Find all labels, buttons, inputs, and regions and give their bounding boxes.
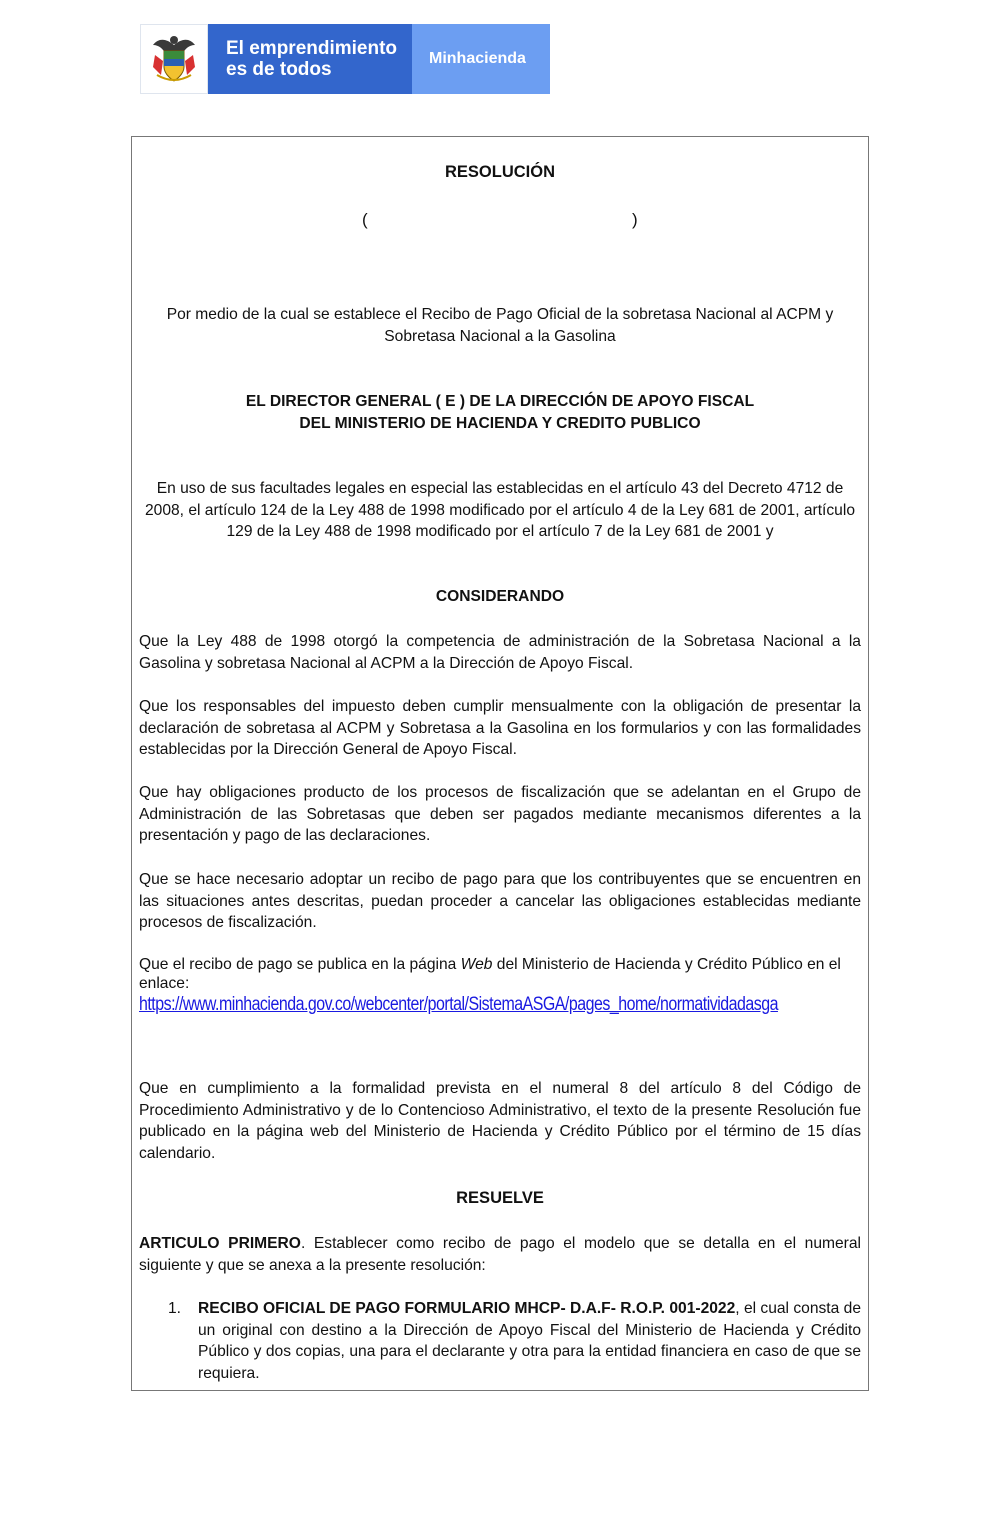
- list-item-receipt: [198, 1298, 861, 1384]
- considerando-paragraph-3: Que hay obligaciones producto de los procesos de fiscalización que se adelantan en el Grupo de Administración de las Sobretasas que deben ser pagados mediante mecanismos diferentes a la presentación y pago de las declaraciones.: [139, 784, 861, 845]
- resolution-subject: Por medio de la cual se establece el Recibo de Pago Oficial de la sobretasa Nacional al ACPM y Sobretasa Nacional a la Gasolina: [166, 306, 834, 345]
- considerando-paragraph-1: Que la Ley 488 de 1998 otorgó la competencia de administración de la Sobretasa Nacional a la Gasolina y sobretasa Nacional al ACPM a la Dirección de Apoyo Fiscal.: [139, 633, 861, 672]
- considerando-heading: CONSIDERANDO: [435, 588, 565, 605]
- article-first-text: . Establecer como recibo de pago el modelo que se detalla en el numeral siguiente y que se anexa a la presente resolución:: [139, 1235, 861, 1274]
- coat-of-arms-icon: [140, 24, 208, 94]
- authority-line-1: EL DIRECTOR GENERAL ( E ) DE LA DIRECCIÓN DE APOYO FISCAL: [245, 393, 755, 410]
- logo-line-1: El emprendimiento: [226, 38, 398, 59]
- resolution-number-close-paren: ): [632, 210, 638, 229]
- document-title: RESOLUCIÓN: [444, 163, 555, 181]
- ministry-name: Minhacienda: [429, 50, 526, 67]
- article-first-paragraph: [139, 1233, 861, 1276]
- receipt-form-name: RECIBO OFICIAL DE PAGO FORMULARIO MHCP- D.A.F- R.O.P. 001-2022: [198, 1300, 736, 1317]
- list-item-number: 1.: [168, 1300, 182, 1317]
- considerando-paragraph-2: Que los responsables del impuesto deben cumplir mensualmente con la obligación de presentar la declaración de sobretasa al ACPM y Sobretasa a la Gasolina en los formularios y con las formalidades establecidas por la Dirección General de Apoyo Fiscal.: [139, 698, 861, 759]
- normatividad-link[interactable]: https://www.minhacienda.gov.co/webcenter/portal/SistemaASGA/pages_home/normatividadasga: [139, 994, 778, 1015]
- campaign-logo-text: [208, 24, 412, 94]
- authority-line-2: DEL MINISTERIO DE HACIENDA Y CREDITO PUBLICO: [299, 415, 701, 432]
- resuelve-heading: RESUELVE: [456, 1189, 544, 1207]
- considerando-paragraph-4: Que se hace necesario adoptar un recibo de pago para que los contribuyentes que se encuentren en las situaciones antes descritas, puedan proceder a cancelar las obligaciones establecidas mediante procesos de fiscalización.: [139, 871, 861, 932]
- considerando-paragraph-6: Que en cumplimiento a la formalidad prevista en el numeral 8 del artículo 8 del Código de Procedimiento Administrativo y de lo Contencioso Administrativo, el texto de la presente Resolución fue publicado en la página web del Ministerio de Hacienda y Crédito Público por el término de 15 días calendario.: [139, 1080, 861, 1162]
- link-container: [139, 994, 861, 1040]
- legal-powers-paragraph: En uso de sus facultades legales en especial las establecidas en el artículo 43 del Decreto 4712 de 2008, el artículo 124 de la Ley 488 de 1998 modificado por el artículo 4 de la Ley 681 de 2001, artículo 129 de la Ley 488 de 1998 modificado por el artículo 7 de la Ley 681 de 2001 y: [144, 480, 855, 541]
- ministry-logo: [412, 24, 550, 94]
- article-first-label: ARTICULO PRIMERO: [139, 1235, 301, 1252]
- header-logo-banner: [140, 24, 550, 94]
- considerando-paragraph-5: [139, 955, 861, 993]
- logo-line-2: es de todos: [226, 59, 332, 80]
- considerando-5-italic-web: Web: [460, 956, 493, 973]
- considerando-5-text-pre: Que el recibo de pago se publica en la página: [139, 956, 461, 973]
- resolution-number-open-paren: (: [362, 210, 368, 229]
- considerando-5-text-post: del Ministerio de Hacienda y Crédito Público en el enlace:: [139, 956, 841, 992]
- receipt-description: , el cual consta de un original con destino a la Dirección de Apoyo Fiscal del Ministerio de Hacienda y Crédito Público y dos copias, una para el declarante y otra para la entidad financiera en caso de que se requiera.: [198, 1300, 861, 1382]
